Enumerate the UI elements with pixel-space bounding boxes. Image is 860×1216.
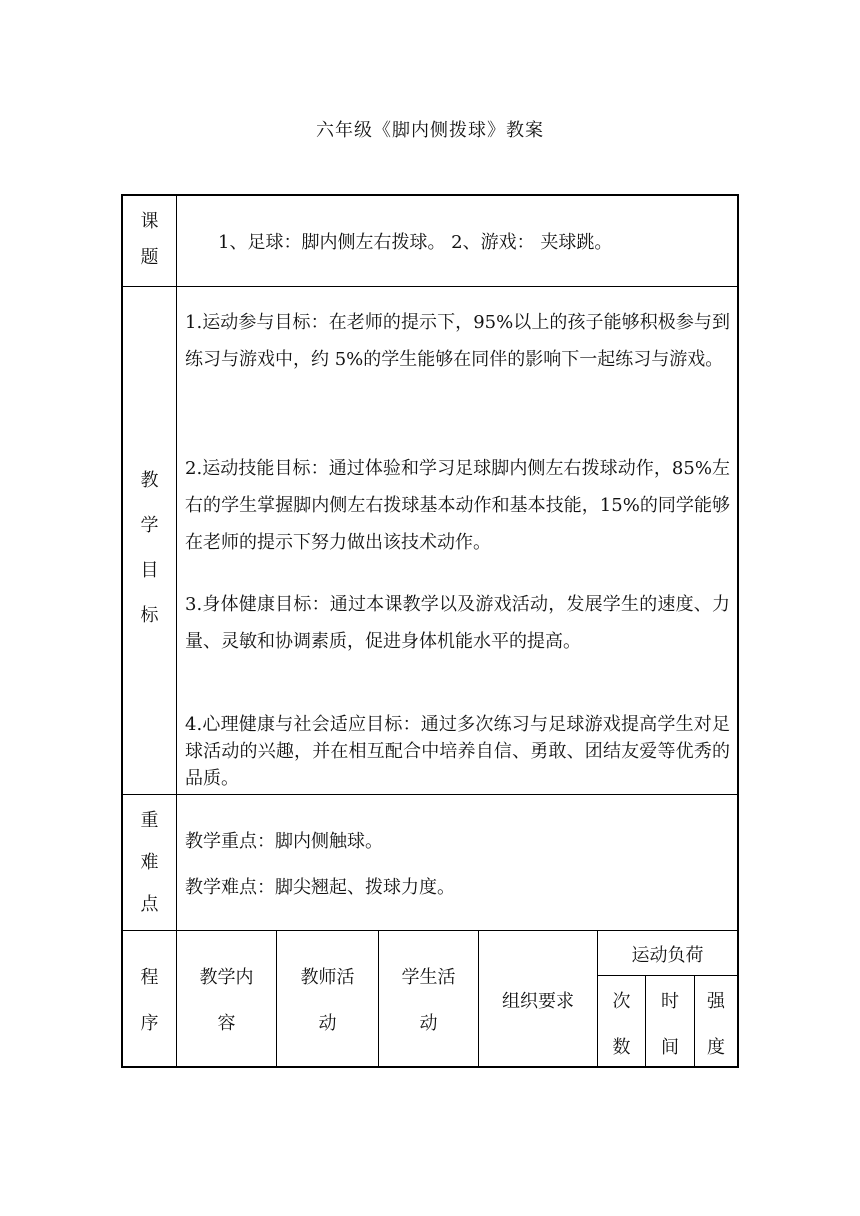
table-border-top bbox=[121, 194, 739, 196]
topic-content: 1、足球：脚内侧左右拨球。 2、游戏： 夹球跳。 bbox=[218, 232, 613, 253]
objective-4: 4.心理健康与社会适应目标：通过多次练习与足球游戏提高学生对足球活动的兴趣，并在相互配合中培养自信、勇敢、团结友爱等优秀的品质。 bbox=[185, 714, 730, 789]
teacher-activity-header: 教师活 动 bbox=[300, 967, 355, 1034]
time-header: 时 间 bbox=[661, 991, 679, 1058]
label-column-divider bbox=[176, 195, 177, 1067]
load-subheader-divider bbox=[597, 975, 738, 976]
objective-3: 3.身体健康目标：通过本课教学以及游戏活动，发展学生的速度、力量、灵敏和协调素质，促进身体机能水平的提高。 bbox=[185, 594, 730, 652]
row-divider bbox=[122, 930, 738, 931]
teaching-key-point: 教学重点：脚内侧触球。 bbox=[185, 831, 383, 852]
procedure-header: 程 序 bbox=[140, 967, 159, 1034]
objectives-label: 教 学 目 标 bbox=[140, 470, 159, 626]
document-title: 六年级《脚内侧拨球》教案 bbox=[316, 120, 544, 141]
organization-header: 组织要求 bbox=[502, 991, 574, 1012]
row-divider bbox=[122, 794, 738, 795]
load-header: 运动负荷 bbox=[631, 945, 704, 966]
row-divider bbox=[122, 286, 738, 287]
objective-1: 1.运动参与目标：在老师的提示下，95%以上的孩子能够积极参与到练习与游戏中，约 5%的学生能够在同伴的影响下一起练习与游戏。 bbox=[185, 312, 730, 370]
table-border-right bbox=[737, 194, 739, 1068]
times-header: 次 数 bbox=[612, 991, 631, 1058]
topic-label: 课 题 bbox=[140, 211, 159, 268]
key-points-label: 重 难 点 bbox=[140, 810, 159, 915]
intensity-header: 强 度 bbox=[707, 991, 725, 1058]
content-header: 教学内 容 bbox=[199, 967, 254, 1034]
objective-2: 2.运动技能目标：通过体验和学习足球脚内侧左右拨球动作，85%左右的学生掌握脚内侧左右拨球基本动作和基本技能，15%的同学能够在老师的提示下努力做出该技术动作。 bbox=[185, 458, 730, 553]
student-activity-header: 学生活 动 bbox=[401, 967, 456, 1034]
teaching-difficulty: 教学难点：脚尖翘起、拨球力度。 bbox=[185, 877, 455, 898]
